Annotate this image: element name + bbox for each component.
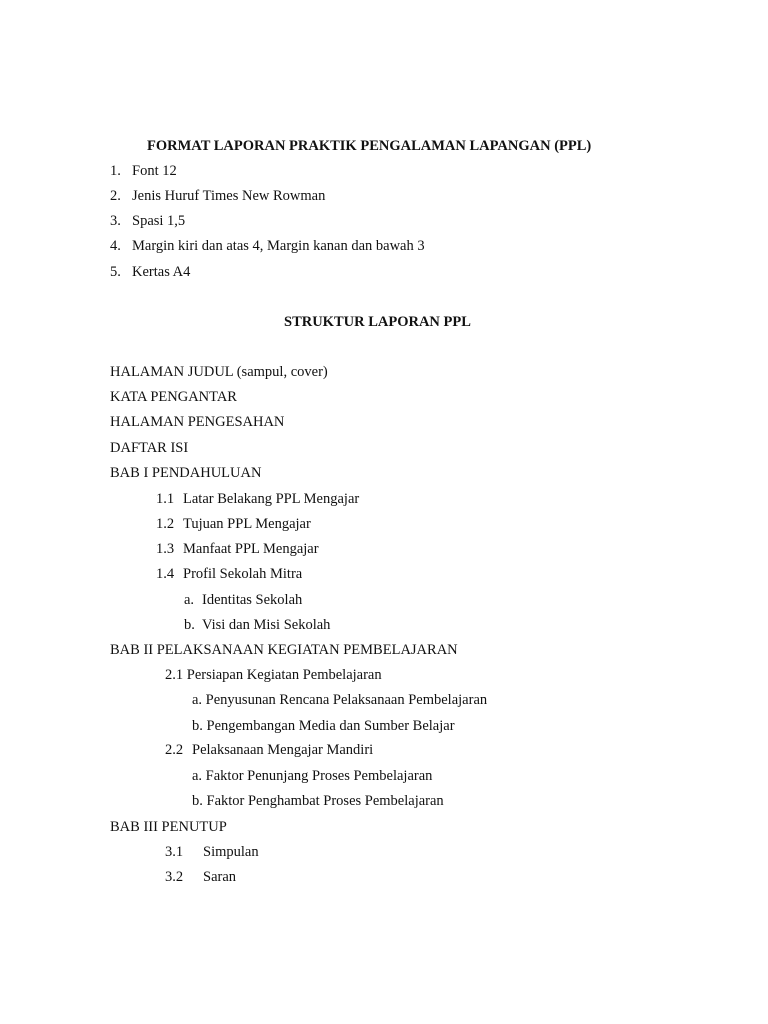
section-item [156, 515, 311, 533]
section-text: Simpulan [203, 844, 259, 860]
format-item-number: 4. [110, 238, 121, 254]
format-item-number: 1. [110, 163, 121, 179]
front-matter-item: DAFTAR ISI [110, 440, 189, 456]
section-item [156, 490, 359, 508]
subsection-item: b. Pengembangan Media dan Sumber Belajar [192, 718, 455, 734]
format-item-number: 5. [110, 264, 121, 280]
subsection-item [184, 591, 302, 609]
subsection-item: a. Faktor Penunjang Proses Pembelajaran [192, 768, 433, 784]
section-item [165, 868, 236, 886]
front-matter-item: HALAMAN JUDUL (sampul, cover) [110, 364, 328, 380]
section-item [165, 741, 373, 759]
chapter-heading: BAB I PENDAHULUAN [110, 465, 262, 481]
format-item-text: Font 12 [132, 163, 177, 179]
section-number: 3.1 [165, 844, 184, 860]
section-number: 1.3 [156, 541, 175, 557]
section-item [156, 540, 319, 558]
subsection-text: Identitas Sekolah [202, 592, 303, 608]
section-item [156, 565, 302, 583]
section-text: Profil Sekolah Mitra [183, 566, 303, 582]
format-item-text: Kertas A4 [132, 264, 191, 280]
chapter-heading: BAB II PELAKSANAAN KEGIATAN PEMBELAJARAN [110, 642, 458, 658]
format-item [110, 212, 185, 230]
format-item-number: 3. [110, 213, 121, 229]
section-number: 2.2 [165, 742, 184, 758]
section-text: Latar Belakang PPL Mengajar [183, 491, 360, 507]
format-item [110, 237, 425, 255]
format-item-text: Margin kiri dan atas 4, Margin kanan dan bawah 3 [132, 238, 425, 254]
section-text: Tujuan PPL Mengajar [183, 516, 311, 532]
section-number: 1.4 [156, 566, 175, 582]
format-item-text: Spasi 1,5 [132, 213, 186, 229]
section-number: 3.2 [165, 869, 184, 885]
subsection-item: a. Penyusunan Rencana Pelaksanaan Pembelajaran [192, 692, 488, 708]
format-item [110, 162, 177, 180]
section-text: Saran [203, 869, 237, 885]
section-text: Pelaksanaan Mengajar Mandiri [192, 742, 374, 758]
section-number: 1.1 [156, 491, 175, 507]
subsection-item [184, 616, 330, 634]
section-item: 2.1 Persiapan Kegiatan Pembelajaran [165, 667, 382, 683]
subsection-item: b. Faktor Penghambat Proses Pembelajaran [192, 793, 444, 809]
front-matter-item: KATA PENGANTAR [110, 389, 237, 405]
front-matter-item: HALAMAN PENGESAHAN [110, 414, 285, 430]
chapter-heading: BAB III PENUTUP [110, 819, 227, 835]
format-item-text: Jenis Huruf Times New Rowman [132, 188, 326, 204]
subsection-letter: a. [184, 592, 195, 608]
section-item [165, 843, 259, 861]
document-title: FORMAT LAPORAN PRAKTIK PENGALAMAN LAPANGAN (PPL) [147, 138, 592, 154]
format-item-number: 2. [110, 188, 121, 204]
subsection-letter: b. [184, 617, 195, 633]
subsection-text: Visi dan Misi Sekolah [202, 617, 331, 633]
section-text: Manfaat PPL Mengajar [183, 541, 319, 557]
structure-title: STRUKTUR LAPORAN PPL [284, 314, 471, 330]
format-item [110, 263, 190, 281]
format-item [110, 187, 325, 205]
section-number: 1.2 [156, 516, 175, 532]
